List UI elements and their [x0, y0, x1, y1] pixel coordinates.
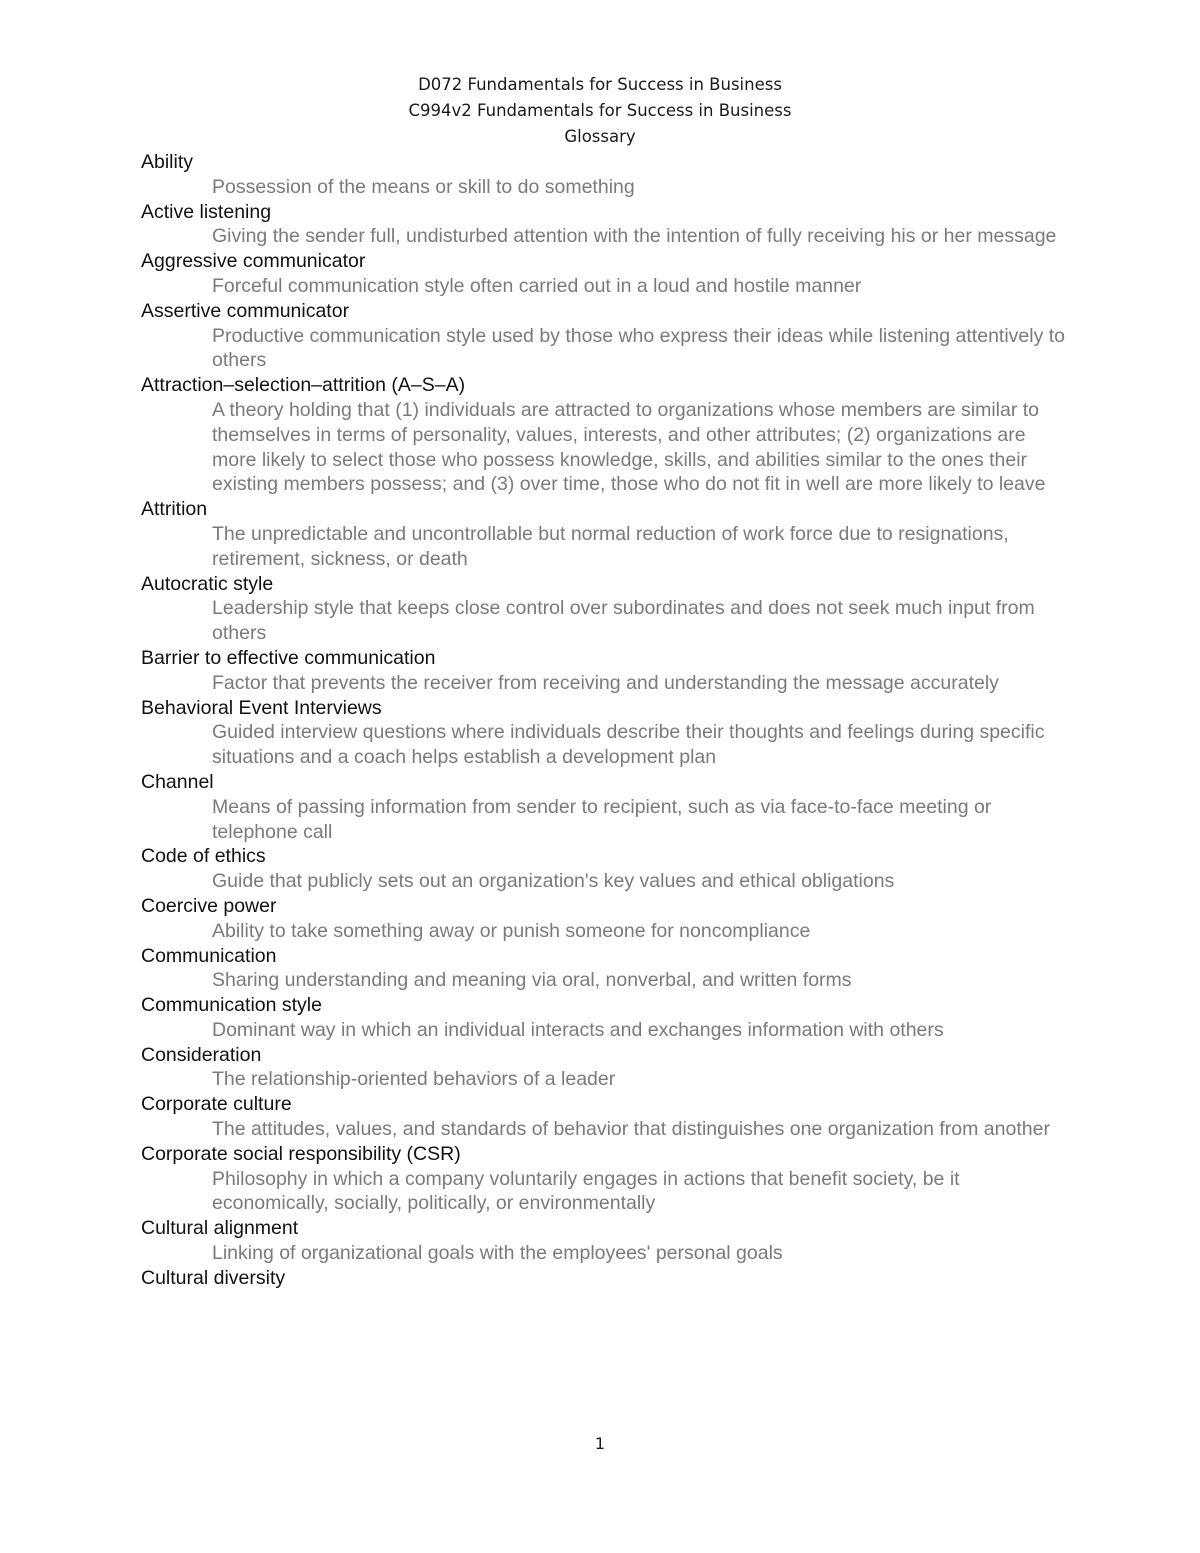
document-header — [0, 72, 1200, 150]
glossary-definition: Possession of the means or skill to do something — [212, 175, 635, 198]
glossary-term: Cultural diversity — [141, 1266, 286, 1289]
glossary-definition: Productive communication style used by those who express their ideas while listening attentively to others — [212, 324, 1066, 372]
glossary-definition: Sharing understanding and meaning via oral, nonverbal, and written forms — [212, 969, 852, 992]
glossary-entry — [141, 646, 1071, 696]
glossary-definition: The relationship-oriented behaviors of a leader — [212, 1068, 616, 1091]
glossary-term: Attraction–selection–attrition (A–S–A) — [141, 374, 466, 397]
glossary-entry — [141, 572, 1071, 646]
glossary-term: Channel — [141, 770, 214, 793]
glossary-entry — [141, 844, 1071, 894]
glossary-term: Aggressive communicator — [141, 250, 366, 273]
glossary-entry — [141, 1266, 1071, 1291]
course-title-d072: D072 Fundamentals for Success in Business — [418, 75, 782, 94]
glossary-term: Corporate culture — [141, 1093, 292, 1116]
glossary-entry — [141, 770, 1071, 844]
glossary-definition: Giving the sender full, undisturbed attention with the intention of fully receiving his or her message — [212, 225, 1057, 248]
glossary-heading: Glossary — [564, 127, 636, 146]
glossary-entry — [141, 1142, 1071, 1216]
course-title-c994v2: C994v2 Fundamentals for Success in Business — [408, 101, 792, 120]
glossary-term: Behavioral Event Interviews — [141, 696, 382, 719]
glossary-term: Coercive power — [141, 894, 277, 917]
glossary-definition: Factor that prevents the receiver from receiving and understanding the message accurately — [212, 671, 999, 694]
glossary-term: Corporate social responsibility (CSR) — [141, 1142, 461, 1165]
glossary-definition: Ability to take something away or punish someone for noncompliance — [212, 919, 811, 942]
glossary-definition: Means of passing information from sender to recipient, such as via face-to-face meeting or telephone call — [212, 795, 992, 843]
glossary-definition: Dominant way in which an individual interacts and exchanges information with others — [212, 1018, 944, 1041]
glossary-definition: Philosophy in which a company voluntarily engages in actions that benefit society, be it economically, socially, politically, or environmentally — [212, 1167, 960, 1215]
glossary-term: Communication — [141, 944, 277, 967]
glossary-definition: Leadership style that keeps close control over subordinates and does not seek much input from others — [212, 597, 1035, 645]
glossary-definition: Guided interview questions where individuals describe their thoughts and feelings during specific situations and a coach helps establish a development plan — [212, 721, 1045, 769]
glossary-term: Active listening — [141, 200, 272, 223]
glossary-definition: Guide that publicly sets out an organization's key values and ethical obligations — [212, 870, 895, 893]
glossary-term: Ability — [141, 151, 194, 173]
glossary-entry — [141, 993, 1071, 1043]
glossary-term: Cultural alignment — [141, 1217, 299, 1240]
glossary-term: Autocratic style — [141, 572, 274, 595]
glossary-term: Assertive communicator — [141, 299, 350, 322]
glossary-definition: Forceful communication style often carried out in a loud and hostile manner — [212, 274, 862, 297]
glossary-term: Communication style — [141, 994, 322, 1017]
glossary-entry — [141, 1092, 1071, 1142]
glossary-list — [141, 150, 1071, 1291]
glossary-term: Attrition — [141, 498, 208, 521]
glossary-definition: The unpredictable and uncontrollable but normal reduction of work force due to resignations, retirement, sickness, or death — [212, 522, 1009, 570]
glossary-entry — [141, 894, 1071, 944]
glossary-entry — [141, 373, 1071, 497]
glossary-term: Consideration — [141, 1043, 262, 1066]
page-number: 1 — [594, 1434, 606, 1453]
glossary-entry — [141, 200, 1071, 250]
glossary-entry — [141, 299, 1071, 373]
glossary-definition: Linking of organizational goals with the employees' personal goals — [212, 1242, 783, 1265]
glossary-entry — [141, 1043, 1071, 1093]
glossary-entry — [141, 150, 1071, 200]
glossary-entry — [141, 497, 1071, 571]
glossary-definition: A theory holding that (1) individuals are attracted to organizations whose members are similar to themselves in terms of personality, values, interests, and other attributes; (2) organizations are more likely to select those who possess knowledge, skills, and abilities similar to the ones their existing members possess; and (3) over time, those who do not fit in well are more likely to leave — [212, 398, 1046, 496]
glossary-entry — [141, 249, 1071, 299]
glossary-entry — [141, 696, 1071, 770]
glossary-term: Code of ethics — [141, 845, 266, 868]
glossary-term: Barrier to effective communication — [141, 646, 436, 669]
glossary-entry — [141, 1216, 1071, 1266]
glossary-definition: The attitudes, values, and standards of behavior that distinguishes one organization from another — [212, 1118, 1050, 1141]
glossary-entry — [141, 944, 1071, 994]
